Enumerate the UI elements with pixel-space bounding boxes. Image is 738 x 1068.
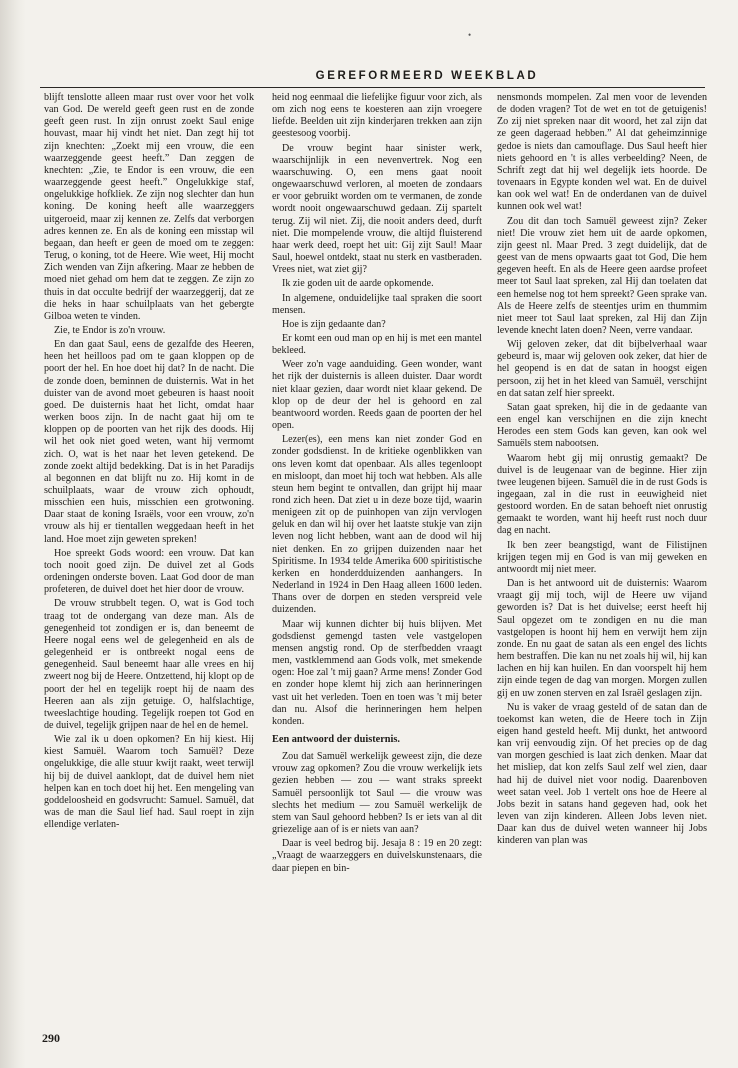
paragraph: Nu is vaker de vraag gesteld of de satan dan de toekomst kan weten, die de Heere toch in Zijn eigen hand gesteld heeft. Mij dunkt, het antwoord kan vrij eenvoudig zijn. Of het precies op de dag van morgen geschied is laat zich denken. Maar dat het misliep, dat kon zelfs Saul zelf wel zien, daar had hij de duivel niet voor nodig. Daarenboven weet satan veel. Job 1 vertelt ons hoe de Heere al Jobs bezit in satans hand gegeven had, ook het leven van zijn kinderen. Alleen Jobs leven niet. Daar kan dus de duivel weten wanneer hij Jobs kinderen van plan was xyxy=(497,701,707,847)
paragraph: Wie zal ik u doen opkomen? En hij kiest. Hij kiest Samuël. Waarom toch Samuël? Deze ongelukkige, die alle stuur kwijt raakt, weet terwijl hij bij de duivel aanklopt, dat de duivel hem niet helpen kan en toch doet hij het. Een mengeling van goddeloosheid en godsvrucht: Samuel. Samuël, dat was de man die Saul lief had. Saul roept in zijn ellendige verlaten- xyxy=(44,734,254,831)
paragraph: Er komt een oud man op en hij is met een mantel bekleed. xyxy=(272,332,482,357)
paragraph: Zie, te Endor is zo'n vrouw. xyxy=(54,324,166,336)
paragraph: Hoe spreekt Gods woord: een vrouw. Dat kan toch nooit goed zijn. De duivel zet al Gods ordeningen onderste boven. Laat God door de man profeteren, de duivel doet het hier door de vrouw. xyxy=(44,547,254,596)
column-2 xyxy=(272,92,482,1026)
paragraph: nensmonds mompelen. Zal men voor de levenden de doden vragen? Tot de wet en tot de getuigenis! Zo zij niet spreken naar dit woord, het zal zijn dat ze geen dageraad hebben.” Al dat geheimzinnige gedoe is niets dan camouflage. Dus Saul heeft hier niets gehoord en 't is alles verbeelding? Neen, de Schrift zegt dat hij wel degelijk iets hoorde. De tovenaars in Egypte konden wel wat. En de duivel kan ook wel wat! En de onderdanen van de duivel kunnen ook wel wat! xyxy=(497,92,707,213)
section-heading: Een antwoord der duisternis. xyxy=(272,733,400,745)
paragraph: Ik zie goden uit de aarde opkomende. xyxy=(282,278,434,290)
paragraph: De vrouw begint haar sinister werk, waarschijnlijk in een nevenvertrek. Nog een waarschuwing. O, een mens gaat nooit ongewaarschuwd verloren, al moeten de zondaars er voor gebruikt worden om te vermanen, de zonde wordt nooit ongewaarschuwd gedaan. Zij spartelt terug. Zij wil niet. Zij, die nooit anders deed, durft niet. Die mompelende vrouw, die altijd fluisterend haar werk deed, roept het uit: Gij zijt Saul! Maar Saul, hoewel ontdekt, staat nu sterk en vastberaden. Vrees niet, wat ziet gij? xyxy=(272,142,482,276)
paragraph: Zou dat Samuël werkelijk geweest zijn, die deze vrouw zag opkomen? Zou die vrouw werkelijk iets gezien hebben — zou — want straks spreekt Samuël persoonlijk tot Saul — die vrouw was slechts het medium — zou Samuël werkelijk de stem van Saul gehoord hebben? Is er iets van al dit griezelige aan of is er niets van aan? xyxy=(272,751,482,836)
paragraph: blijft tenslotte alleen maar rust over voor het volk van God. De wereld geeft geen rust en de zonde geeft geen rust. In zijn onrust zoekt Saul enige houvast, maar hij vindt het niet. Dan zegt hij tot zijn knechten: „Zoekt mij een vrouw, die een waarzeggende geest heeft.” Dan zeggen de knechten: „Zie, te Endor is een vrouw, die een waarzeggende geest heeft.” Ongelukkige staf, ongelukkige hofkliek. Ze zijn nog slechter dan hun koning. De koning heeft alle waarzeggers uitgeroeid, maar zij kennen ze. Zelfs dat verborgen adres kennen ze. En als de koning een misstap wil begaan, dan heeft er geen de moed om te zeggen: Terug, o koning, tot de Heere. Wie weet, Hij mocht Zich wenden van Zijn afkering. Maar ze hebben de moed niet gehad om hem dat te zeggen. Ze zijn zo thuis in dat occulte bedrijf der waarzeggerij, dat ze die heks in haar schuilplaats van het gebergte Gilboa weten te vinden. xyxy=(44,92,254,322)
paragraph: Zou dit dan toch Samuël geweest zijn? Zeker niet! Die vrouw ziet hem uit de aarde opkomen, zijn geest nl. Maar Pred. 3 zegt duidelijk, dat de geest van de mens opwaarts gaat tot God, Die hem gegeven heeft. En als de Heere geen aardse profeet meer tot Saul laat spreken, zal Hij dan toelaten dat een hemelse nog tot hem spreekt? Geen sprake van. Als de Heere zelfs de steentjes urim en thummim niet meer tot Saul laat spreken, zal Hij dan Zijn levende knecht laten doen? Neen, verre vandaar. xyxy=(497,215,707,336)
paragraph: Ik ben zeer beangstigd, want de Filistijnen krijgen tegen mij en God is van mij geweken en antwoordt mij niet meer. xyxy=(497,539,707,575)
paragraph: Maar wij kunnen dichter bij huis blijven. Met godsdienst gemengd tasten vele vastgelopen mensen angstig rond. Op de sterfbedden vraagt men, vastklemmend aan Gods volk, met smekende ogen: Hoe zal 't mij gaan? Arme mens! Zonder God en zonder hope klemt hij zich aan herinneringen vast uit het verleden. Toen en toen was 't mij beter dan nu. Alsof die herinneringen hem helpen konden. xyxy=(272,618,482,727)
paragraph: Lezer(es), een mens kan niet zonder God en zonder godsdienst. In de kritieke ogenblikken van ons leven komt dat openbaar. Als alles tegenloopt en misloopt, dan moet hij toch wat hebben. Als alle steun hem begint te ontvallen, dan grijpt hij maar rond zich heen. Dat ziet u in deze boze tijd, waarin menigeen zit op de puinhopen van zijn vervlogen geluk en dan wil hij over het laatste stukje van zijn leven nog licht hebben, want aan de dood wil hij niet denken. En zo grijpen duizenden naar het Spiritisme. In 1934 telde Amerika 600 spiritistische kerken en honderdduizenden aanhangers. In Nederland in 1924 in Den Haag alleen 1600 leden. Thans over de dorpen en steden verspreid vele duizenden. xyxy=(272,434,482,616)
paragraph: Daar is veel bedrog bij. Jesaja 8 : 19 en 20 zegt: „Vraagt de waarzeggers en duivelskunstenaars, die daar piepen en bin- xyxy=(272,838,482,874)
paragraph: Wij geloven zeker, dat dit bijbelverhaal waar gebeurd is, maar wij geloven ook zeker, dat hier de hel geopend is en dat de satan in hoogst eigen persoon, zij het in het kleed van Samuël, verschijnt en dat satan zelf hier spreekt. xyxy=(497,339,707,399)
page-number: 290 xyxy=(42,1031,60,1045)
paragraph: Waarom hebt gij mij onrustig gemaakt? De duivel is de leugenaar van de beginne. Hier zijn twee leugenen bijeen. Samuël die in de rust Gods is ingegaan, zal in die rust in eeuwigheid niet gestoord worden. En de satan behoeft niet onrustig gemaakt te worden, want hij heeft rust noch duur dag en nacht. xyxy=(497,452,707,537)
paragraph: Satan gaat spreken, hij die in de gedaante van een engel kan verschijnen en die zijn knecht Herodes een stem Gods kan geven, kan ook wel Samuëls stem nabootsen. xyxy=(497,401,707,450)
paragraph: heid nog eenmaal die liefelijke figuur voor zich, als om zich nog eens te koesteren aan zijn vroegere liefde. Beelden uit zijn kinderjaren trekken aan zijn geestesoog voorbij. xyxy=(272,92,482,140)
paragraph: Dan is het antwoord uit de duisternis: Waarom vraagt gij mij toch, wijl de Heere uw vijand geworden is? Dat is het duivelse; eerst heeft hij Saul opgezet om te zondigen en nu die man vastgelopen is hoont hij hem en verwijt hem zijn zonde. En nu gaat de satan als een engel des lichts hem bestraffen. Die kan nu net zoals hij wil, hij kan lachen en hij kan huilen. En dan voorspelt hij hem zijn einde tegen de dag van morgen. Morgen zullen gij en uw zonen sterven en zal Israël geslagen zijn. xyxy=(497,578,707,699)
scan-edge xyxy=(0,0,26,1068)
column-1 xyxy=(44,92,254,1026)
paragraph: Weer zo'n vage aanduiding. Geen wonder, want het rijk der duisternis is alleen duister. Daar wordt niet klaar gezien, daar wordt niet klaar gekend. De klop op de deur der hel is gehoord en zal beantwoord worden. Reeds gaan de poorten der hel open. xyxy=(272,359,482,432)
paragraph: De vrouw strubbelt tegen. O, wat is God toch traag tot de ondergang van deze man. Als de genegenheid tot zondigen er is, dan beneemt de Heere nogal eens wel de gelegenheid en als de gelegenheid er is ontbreekt nogal eens de genegenheid. Saul beneemt haar alle vrees en hij zweert nog bij de Heere. Ontzettend, hij klopt op de poort der hel en tegelijk roept hij de naam des Heeren aan als zijn getuige. O, halfslachtige, tweeslachtige houding. Tegelijk roepen tot God en de duivel, tegelijk grijpen naar de hel en de hemel. xyxy=(44,598,254,731)
running-header: GEREFORMEERD WEEKBLAD xyxy=(315,70,539,82)
paragraph: Hoe is zijn gedaante dan? xyxy=(282,318,386,330)
header-rule xyxy=(40,87,705,88)
top-mark: • xyxy=(468,30,472,40)
paragraph: En dan gaat Saul, eens de gezalfde des Heeren, heen het heilloos pad om te gaan kloppen op de poort der hel. En hoe doet hij dat? In de nacht. Die de zonde doen, beminnen de duisternis. Wat in het duister van de avond moet gebeuren is haast nooit goed. De duisternis haat het licht, omdat haar werken boos zijn. In de nacht gaat hij om te kloppen op de poorten van het rijk des doods. Hij wil het ook niet goed weten, want hij vermomt zich. O, wat is het naar het leven getekend. De zonde zoekt altijd bedekking. Dat is in het Paradijs al begonnen en dat blijft nu zo. Hij komt in de schuilplaats, waar de vrouw zich ophoudt, misschien een huis, misschien een grotwoning. Daar staat de koning Israëls, voor een vrouw, zo'n vrouw als hij er tientallen weggedaan heeft in het land. Hoe moet zijn geweten spreken! xyxy=(44,339,254,545)
paragraph: In algemene, onduidelijke taal spraken die soort mensen. xyxy=(272,292,482,316)
column-3 xyxy=(497,92,707,1026)
